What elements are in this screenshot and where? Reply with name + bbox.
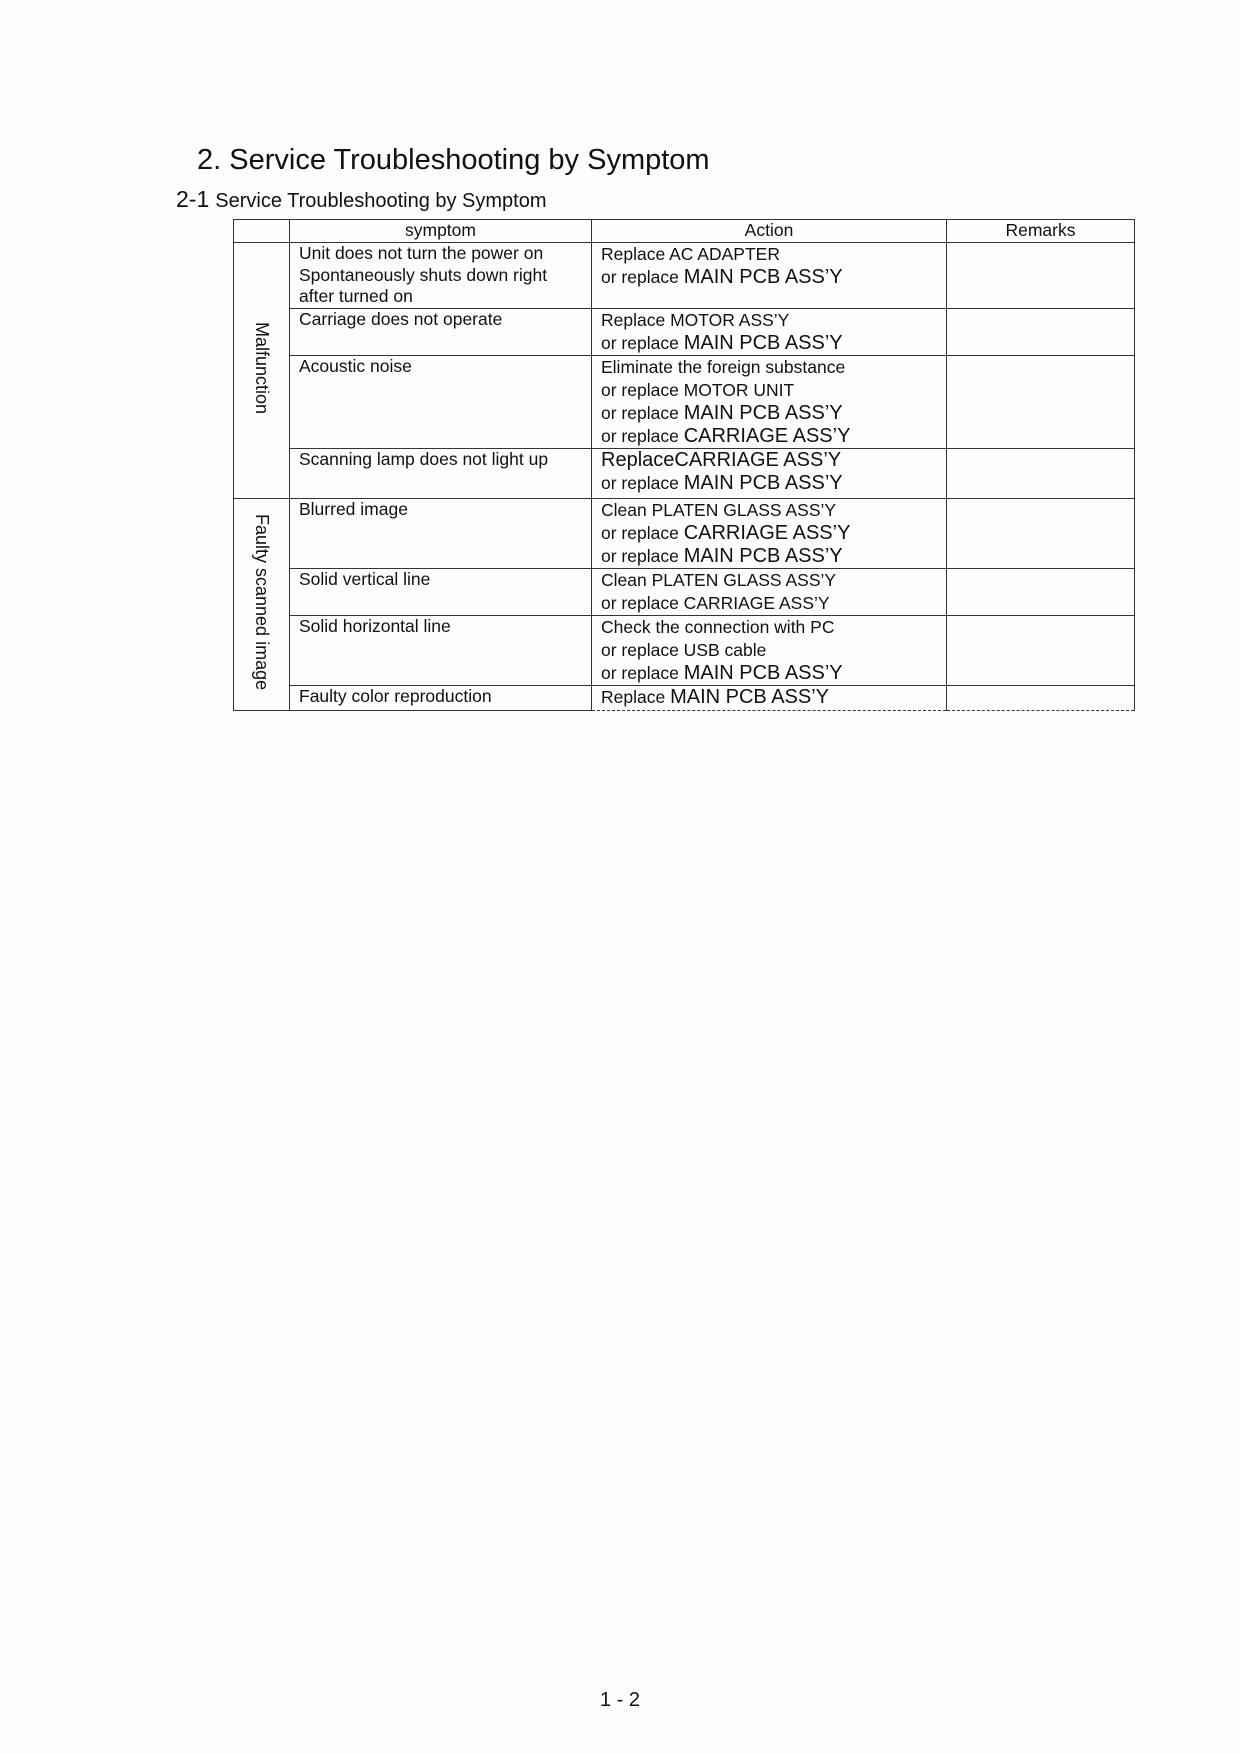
action-cell [592,449,947,499]
remarks-cell [947,309,1135,356]
action-line [601,266,937,289]
action-line [601,662,937,685]
action-line [601,309,937,332]
action-text: or replace [601,403,684,423]
action-text: or replace [601,267,684,287]
symptom-cell: Scanning lamp does not light up [290,449,592,499]
table-row [234,356,1135,449]
action-part-name: MAIN PCB ASS’Y [670,686,830,708]
action-text: Clean PLATEN GLASS ASS’Y [601,570,837,590]
action-part-name: MAIN PCB ASS’Y [683,402,843,424]
remarks-cell [947,449,1135,499]
header-action: Action [592,220,947,243]
action-line [601,569,937,592]
remarks-cell [947,569,1135,616]
category-label: Malfunction [252,321,272,415]
action-part-name: CARRIAGE ASS’Y [683,425,851,447]
action-cell [592,309,947,356]
action-part-name: CARRIAGE ASS’Y [683,522,851,544]
action-text: Replace AC ADAPTER [601,244,780,264]
troubleshooting-table [233,219,1135,711]
action-line [601,472,937,495]
section-title: Service Troubleshooting by Symptom [215,190,547,212]
page-number: 1 - 2 [599,1689,641,1711]
remarks-cell [947,356,1135,449]
action-part-name: MAIN PCB ASS’Y [683,332,843,354]
action-line [601,522,937,545]
action-line [601,545,937,568]
table-row [234,569,1135,616]
action-text: Eliminate the foreign substance [601,357,846,377]
action-cell [592,243,947,309]
action-text: Replace MOTOR ASS’Y [601,310,790,330]
action-line [601,243,937,266]
action-part-name: ReplaceCARRIAGE ASS’Y [601,449,842,471]
symptom-cell: Blurred image [290,499,592,569]
action-cell [592,356,947,449]
action-line [601,499,937,522]
section-heading [176,186,547,213]
action-line [601,332,937,355]
category-cell [234,499,290,711]
action-cell [592,499,947,569]
page-title: 2. Service Troubleshooting by Symptom [197,144,710,176]
table-row [234,449,1135,499]
remarks-cell [947,616,1135,686]
action-text: or replace CARRIAGE ASS’Y [601,593,830,613]
section-number: 2-1 [176,186,210,212]
symptom-cell: Acoustic noise [290,356,592,449]
table-row [234,309,1135,356]
action-line [601,356,937,379]
action-line [601,686,937,709]
table-header-row [234,220,1135,243]
action-line [601,616,937,639]
action-line [601,425,937,448]
action-cell [592,616,947,686]
header-category [234,220,290,243]
action-text: Replace [601,687,671,707]
action-text: or replace MOTOR UNIT [601,380,795,400]
action-line [601,402,937,425]
action-line [601,592,937,615]
action-part-name: MAIN PCB ASS’Y [683,545,843,567]
symptom-cell: Unit does not turn the power on Spontaneously shuts down right after turned on [290,243,592,309]
action-text: Check the connection with PC [601,617,835,637]
header-symptom: symptom [290,220,592,243]
action-text: or replace [601,473,684,493]
table-body [234,243,1135,711]
table-row [234,686,1135,711]
action-part-name: MAIN PCB ASS’Y [683,662,843,684]
action-text: or replace [601,333,684,353]
action-text: or replace [601,663,684,683]
action-part-name: MAIN PCB ASS’Y [683,266,843,288]
symptom-cell: Solid vertical line [290,569,592,616]
remarks-cell [947,686,1135,711]
table-row [234,243,1135,309]
table-row [234,616,1135,686]
remarks-cell [947,499,1135,569]
symptom-cell: Solid horizontal line [290,616,592,686]
action-line [601,449,937,472]
action-cell [592,569,947,616]
action-line [601,639,937,662]
action-part-name: MAIN PCB ASS’Y [683,472,843,494]
table-row [234,499,1135,569]
remarks-cell [947,243,1135,309]
symptom-cell: Faulty color reproduction [290,686,592,711]
action-text: or replace [601,523,684,543]
action-text: or replace [601,426,684,446]
category-cell [234,243,290,499]
action-text: or replace [601,546,684,566]
action-line [601,379,937,402]
header-remarks: Remarks [947,220,1135,243]
symptom-cell: Carriage does not operate [290,309,592,356]
action-text: Clean PLATEN GLASS ASS’Y [601,500,837,520]
category-label: Faulty scanned image [252,513,272,691]
action-cell [592,686,947,711]
action-text: or replace USB cable [601,640,767,660]
